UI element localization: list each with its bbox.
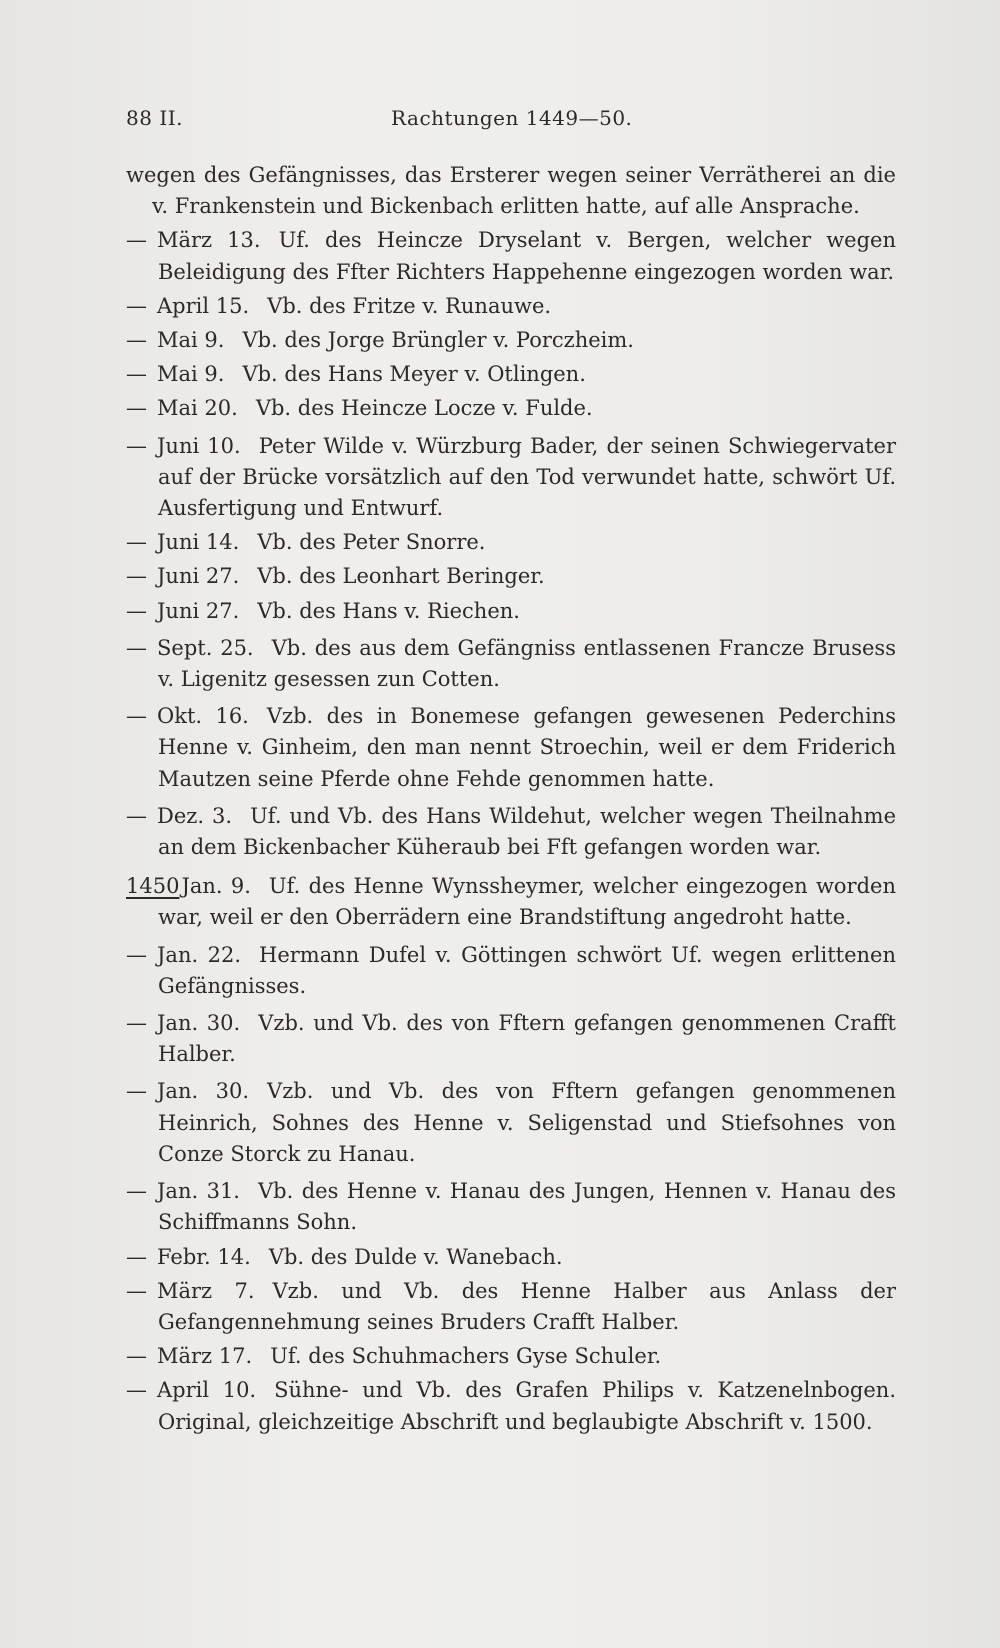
entry-date: Mai 9. bbox=[157, 328, 225, 353]
entry-text: Vb. des Dulde v. Wanebach. bbox=[268, 1244, 563, 1269]
entry-text: Uf. und Vb. des Hans Wildehut, welcher wegen Theilnahme an dem Bickenbacher Küheraub bei Fft gefangen worden war. bbox=[158, 803, 897, 860]
entry-text: Uf. des Schuhmachers Gyse Schuler. bbox=[270, 1344, 662, 1369]
chapter-label: II. bbox=[159, 106, 183, 130]
list-item: — März 7. Vzb. und Vb. des Henne Halber aus Anlass der Gefangennehmung seines Bruders Crafft Halber. bbox=[126, 1278, 896, 1334]
page-number: 88 bbox=[126, 106, 153, 130]
entry-text: Vb. des Heincze Locze v. Fulde. bbox=[255, 396, 593, 421]
entry-date: Juni 10. bbox=[157, 433, 241, 458]
list-item: — Jan. 22. Hermann Dufel v. Göttingen schwört Uf. wegen erlittenen Gefängnisses. bbox=[126, 942, 896, 998]
entry-date: Febr. 14. bbox=[157, 1244, 251, 1269]
entry-date: Juni 14. bbox=[157, 530, 240, 555]
entry-text: Vb. des aus dem Gefängniss entlassenen Francze Brusess v. Ligenitz gesessen zun Cotten. bbox=[158, 635, 896, 692]
page-number-line bbox=[126, 106, 183, 130]
list-item: — Okt. 16. Vzb. des in Bonemese gefangen gewesenen Pederchins Henne v. Ginheim, den man nennt Stroechin, weil er dem Friderich Mautzen seine Pferde ohne Fehde genommen hatte. bbox=[126, 704, 896, 791]
list-item: — April 15. Vb. des Fritze v. Runauwe. bbox=[126, 293, 552, 318]
entry-date: Jan. 30. bbox=[157, 1011, 241, 1036]
list-item: — Mai 9. Vb. des Jorge Brüngler v. Porczheim. bbox=[126, 328, 634, 353]
list-item: — Juni 27. Vb. des Leonhart Beringer. bbox=[126, 564, 545, 589]
entry-text: Vzb. und Vb. des von Fftern gefangen genommenen Crafft Halber. bbox=[158, 1011, 896, 1067]
list-item: — Juni 10. Peter Wilde v. Würzburg Bader, der seinen Schwiegervater auf der Brücke vorsätzlich auf den Tod verwundet hatte, schwört Uf. Ausfertigung und Entwurf. bbox=[126, 433, 896, 521]
entry-date: Okt. 16. bbox=[157, 704, 249, 729]
entry-text: Vzb. des in Bonemese gefangen gewesenen Pederchins Henne v. Ginheim, den man nennt Stroechin, weil er dem Friderich Mautzen seine Pferde ohne Fehde genommen hatte. bbox=[158, 704, 896, 791]
list-item: — Jan. 30. Vzb. und Vb. des von Fftern gefangen genommenen Heinrich, Sohnes des Henne v. Seligenstad und Stiefsohnes von Conze Storck zu Hanau. bbox=[126, 1079, 896, 1166]
entry-text: Peter Wilde v. Würzburg Bader, der seinen Schwiegervater auf der Brücke vorsätzlich auf den Tod verwundet hatte, schwört Uf. Ausfertigung und Entwurf. bbox=[158, 433, 896, 521]
list-item: — Mai 20. Vb. des Heincze Locze v. Fulde. bbox=[126, 396, 593, 421]
entry-text: Sühne- und Vb. des Grafen Philips v. Katzenelnbogen. Original, gleichzeitige Abschrift und beglaubigte Abschrift v. 1500. bbox=[158, 1378, 896, 1434]
entry-date: März 7. bbox=[157, 1278, 255, 1303]
entry-text: Vb. des Hans v. Riechen. bbox=[257, 598, 520, 623]
entry-date: Jan. 30. bbox=[157, 1079, 250, 1104]
entry-text: Vzb. und Vb. des Henne Halber aus Anlass der Gefangennehmung seines Bruders Crafft Halber. bbox=[158, 1278, 896, 1334]
list-item: — Dez. 3. Uf. und Vb. des Hans Wildehut, welcher wegen Theilnahme an dem Bickenbacher Küheraub bei Fft gefangen worden war. bbox=[126, 803, 897, 860]
list-item: — Juni 14. Vb. des Peter Snorre. bbox=[126, 530, 486, 555]
list-item: — Sept. 25. Vb. des aus dem Gefängniss entlassenen Francze Brusess v. Ligenitz gesessen zun Cotten. bbox=[126, 635, 896, 692]
running-title: Rachtungen 1449—50. bbox=[391, 106, 633, 130]
list-item: — Jan. 30. Vzb. und Vb. des von Fftern gefangen genommenen Crafft Halber. bbox=[126, 1011, 896, 1067]
continuation-paragraph bbox=[126, 160, 896, 222]
entry-date: April 10. bbox=[157, 1378, 257, 1403]
document-body bbox=[126, 160, 896, 1438]
entry-text: Vb. des Henne v. Hanau des Jungen, Hennen v. Hanau des Schiffmanns Sohn. bbox=[158, 1179, 896, 1235]
entry-date: Jan. 9. bbox=[181, 874, 251, 899]
entry-date: Juni 27. bbox=[157, 564, 240, 589]
entry-text: Vb. des Fritze v. Runauwe. bbox=[267, 293, 552, 318]
list-item: — Mai 9. Vb. des Hans Meyer v. Otlingen. bbox=[126, 362, 586, 387]
page-header bbox=[126, 106, 926, 136]
entry-date: Juni 27. bbox=[157, 598, 240, 623]
entry-date: Mai 9. bbox=[157, 362, 225, 387]
list-item: — März 13. Uf. des Heincze Dryselant v. Bergen, welcher wegen Beleidigung des Ffter Richters Happehenne eingezogen worden war. bbox=[126, 228, 896, 284]
entry-text: Vb. des Jorge Brüngler v. Porczheim. bbox=[242, 328, 634, 353]
entry-date: Jan. 31. bbox=[157, 1179, 240, 1204]
entry-date: März 13. bbox=[157, 228, 261, 253]
list-item: — April 10. Sühne- und Vb. des Grafen Philips v. Katzenelnbogen. Original, gleichzeitige Abschrift und beglaubigte Abschrift v. 1500. bbox=[126, 1378, 896, 1434]
entry-date: April 15. bbox=[157, 293, 250, 318]
list-item: — Jan. 31. Vb. des Henne v. Hanau des Jungen, Hennen v. Hanau des Schiffmanns Sohn. bbox=[126, 1179, 896, 1235]
entry-date: März 17. bbox=[157, 1344, 253, 1369]
entry-year: 1450 bbox=[126, 874, 180, 899]
entry-date: Jan. 22. bbox=[157, 942, 242, 967]
list-item bbox=[126, 871, 896, 933]
list-item: — Juni 27. Vb. des Hans v. Riechen. bbox=[126, 598, 520, 623]
entry-text: Vb. des Leonhart Beringer. bbox=[257, 564, 545, 589]
entry-date: Dez. 3. bbox=[157, 803, 233, 828]
entry-text: Hermann Dufel v. Göttingen schwört Uf. wegen erlittenen Gefängnisses. bbox=[158, 942, 896, 998]
entry-text: Vzb. und Vb. des von Fftern gefangen genommenen Heinrich, Sohnes des Henne v. Seligenstad und Stiefsohnes von Conze Storck zu Hanau. bbox=[158, 1079, 896, 1166]
list-item: — März 17. Uf. des Schuhmachers Gyse Schuler. bbox=[126, 1344, 662, 1369]
entry-date: Mai 20. bbox=[157, 396, 238, 421]
entry-date: Sept. 25. bbox=[157, 635, 254, 660]
continuation-text: wegen des Gefängnisses, das Ersterer wegen seiner Verrätherei an die v. Frankenstein und Bickenbach erlitten hatte, auf alle Ansprache. bbox=[126, 163, 896, 219]
entry-text: Vb. des Hans Meyer v. Otlingen. bbox=[242, 362, 586, 387]
entry-text: Uf. des Henne Wynssheymer, welcher eingezogen worden war, weil er den Oberrädern eine Brandstiftung angedroht hatte. bbox=[158, 874, 896, 930]
entry-text: Uf. des Heincze Dryselant v. Bergen, welcher wegen Beleidigung des Ffter Richters Happehenne eingezogen worden war. bbox=[158, 228, 896, 284]
list-item: — Febr. 14. Vb. des Dulde v. Wanebach. bbox=[126, 1244, 563, 1269]
entry-text: Vb. des Peter Snorre. bbox=[257, 530, 486, 555]
